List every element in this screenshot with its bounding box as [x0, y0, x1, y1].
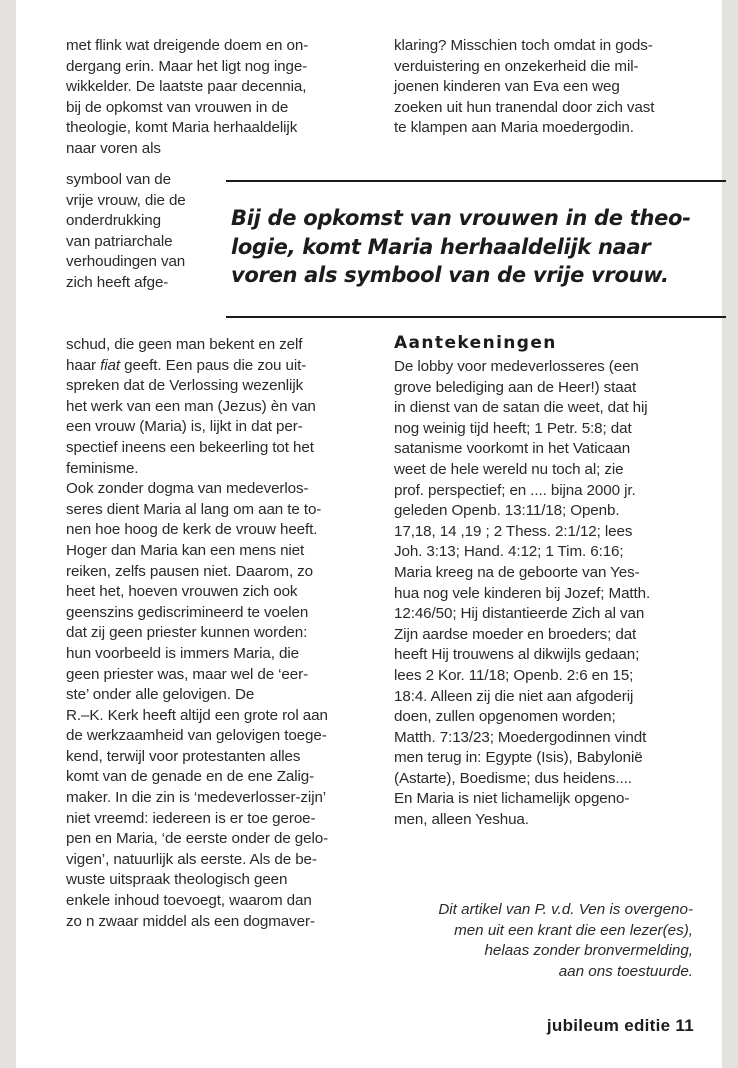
text-line: kend, terwijl voor protestanten alles	[66, 747, 301, 765]
note-line: satanisme voorkomt in het Vaticaan	[394, 440, 631, 458]
text-line: ste’ onder alle gelovigen. De	[66, 686, 255, 704]
text-line: joenen kinderen van Eva een weg	[394, 78, 620, 96]
note-line: men, alleen Yeshua.	[394, 811, 529, 829]
pull-quote	[231, 204, 726, 290]
text-line: klaring? Misschien toch omdat in gods-	[394, 37, 653, 54]
credit-line: men uit een krant die een lezer(es),	[454, 921, 693, 939]
pullquote-rule-bottom	[226, 316, 726, 318]
text-line: reiken, zelfs pausen niet. Daarom, zo	[66, 562, 314, 580]
pull-quote-line: Bij de opkomst van vrouwen in de theo-	[231, 206, 691, 230]
text-line: niet vreemd: iedereen is er toe geroe-	[66, 809, 316, 827]
note-line: heeft Hij trouwens al dikwijls gedaan;	[394, 646, 640, 664]
text-line: met flink wat dreigende doem en on-	[66, 37, 309, 54]
text-line: de werkzaamheid van gelovigen toege-	[66, 727, 327, 745]
text-line: Ook zonder dogma van medeverlos-	[66, 480, 309, 498]
credit-line: aan ons toestuurde.	[558, 962, 693, 980]
text-line: feminisme.	[66, 459, 139, 477]
text-line: nen hoe hoog de kerk de vrouw heeft.	[66, 521, 318, 539]
text-line: naar voren als	[66, 139, 161, 157]
pull-quote-line: voren als symbool van de vrije vrouw.	[231, 263, 669, 288]
note-line: De lobby voor medeverlosseres (een	[394, 358, 639, 375]
text-line: verduistering en onzekerheid die mil-	[394, 57, 639, 75]
scan-edge-right	[722, 0, 738, 1068]
pull-quote-line: logie, komt Maria herhaaldelijk naar	[231, 234, 651, 259]
credit-line: helaas zonder bronvermelding,	[484, 942, 693, 960]
note-line: hua nog vele kinderen bij Jozef; Matth.	[394, 584, 651, 602]
text-line: dergang erin. Maar het ligt nog inge-	[66, 57, 308, 75]
note-line: in dienst van de satan die weet, dat hij	[394, 399, 648, 417]
left-column-bottom	[66, 335, 328, 932]
notes-body	[394, 357, 650, 831]
note-line: grove belediging aan de Heer!) staat	[394, 378, 637, 396]
article-credit	[438, 900, 693, 982]
notes-heading: Aantekeningen	[394, 333, 557, 353]
text-line: geen priester was, maar wel de ‘eer-	[66, 665, 309, 683]
note-line: En Maria is niet lichamelijk opgeno-	[394, 790, 630, 808]
scan-edge-left	[0, 0, 16, 1068]
text-line: vrije vrouw, die de	[66, 191, 186, 209]
text-line: Hoger dan Maria kan een mens niet	[66, 541, 305, 559]
credit-line: Dit artikel van P. v.d. Ven is overgeno-	[438, 901, 693, 918]
text-line: seres dient Maria al lang om aan te to-	[66, 500, 322, 518]
text-line: hun voorbeeld is immers Maria, die	[66, 644, 299, 662]
text-line: zoeken uit hun tranendal door zich vast	[394, 98, 655, 116]
text-line: geenszins gediscrimineerd te voelen	[66, 603, 309, 621]
text-line: schud, die geen man bekent en zelf	[66, 336, 303, 353]
note-line: men terug in: Egypte (Isis), Babylonië	[394, 749, 643, 767]
emphasized-word: fiat	[100, 356, 120, 374]
text-line: verhoudingen van	[66, 253, 186, 271]
text-line: van patriarchale	[66, 232, 173, 250]
note-line: prof. perspectief; en .... bijna 2000 jr.	[394, 481, 636, 499]
note-line: lees 2 Kor. 11/18; Openb. 2:6 en 15;	[394, 666, 634, 684]
note-line: (Astarte), Boedisme; dus heidens....	[394, 769, 632, 787]
text-line: wikkelder. De laatste paar decennia,	[66, 78, 307, 96]
left-column-top	[66, 36, 308, 160]
text-line: R.–K. Kerk heeft altijd een grote rol aan	[66, 706, 328, 724]
text-line: bij de opkomst van vrouwen in de	[66, 98, 289, 116]
text-line: spectief ineens een bekeerling tot het	[66, 438, 314, 456]
text-line: komt van de genade en de ene Zalig-	[66, 768, 315, 786]
note-line: nog weinig tijd heeft; 1 Petr. 5:8; dat	[394, 419, 632, 437]
text-line: het werk van een man (Jezus) èn van	[66, 397, 316, 415]
text-line: heet het, hoeven vrouwen zich ook	[66, 583, 298, 601]
note-line: geleden Openb. 13:11/18; Openb.	[394, 502, 620, 520]
text-line: haar fiat geeft. Een paus die zou uit-	[66, 356, 307, 374]
note-line: doen, zullen opgenomen worden;	[394, 708, 616, 726]
note-line: 12:46/50; Hij distantieerde Zich al van	[394, 605, 645, 623]
text-line: symbool van de	[66, 171, 171, 188]
left-column-wrap	[66, 170, 186, 294]
text-line: vigen’, natuurlijk als eerste. Als de be-	[66, 850, 317, 868]
text-line: dat zij geen priester kunnen worden:	[66, 624, 308, 642]
text-line: theologie, komt Maria herhaaldelijk	[66, 119, 298, 137]
note-line: weet de hele wereld nu toch al; zie	[394, 460, 624, 478]
text-line: een vrouw (Maria) is, lijkt in dat per-	[66, 418, 303, 436]
text-line: pen en Maria, ‘de eerste onder de gelo-	[66, 830, 329, 848]
text-line: maker. In die zin is ‘medeverlosser-zijn’	[66, 789, 327, 807]
text-line: te klampen aan Maria moedergodin.	[394, 119, 634, 137]
text-line: enkele inhoud toevoegt, waarom dan	[66, 892, 312, 910]
text-line: zich heeft afge-	[66, 273, 169, 291]
text-line: zo n zwaar middel als een dogmaver-	[66, 912, 315, 930]
text-line: onderdrukking	[66, 212, 161, 230]
note-line: Matth. 7:13/23; Moedergodinnen vindt	[394, 728, 647, 746]
page-footer: jubileum editie 11	[546, 1016, 694, 1035]
note-line: Joh. 3:13; Hand. 4:12; 1 Tim. 6:16;	[394, 543, 624, 561]
text-line: wuste uitspraak theologisch geen	[66, 871, 288, 889]
note-line: Zijn aardse moeder en broeders; dat	[394, 625, 637, 643]
note-line: Maria kreeg na de geboorte van Yes-	[394, 563, 640, 581]
note-line: 18:4. Alleen zij die niet aan afgoderij	[394, 687, 634, 705]
magazine-page	[16, 0, 722, 1068]
pullquote-rule-top	[226, 180, 726, 182]
right-column-top	[394, 36, 654, 139]
note-line: 17,18, 14 ,19 ; 2 Thess. 2:1/12; lees	[394, 522, 633, 540]
text-line: spreken dat de Verlossing wezenlijk	[66, 377, 304, 395]
